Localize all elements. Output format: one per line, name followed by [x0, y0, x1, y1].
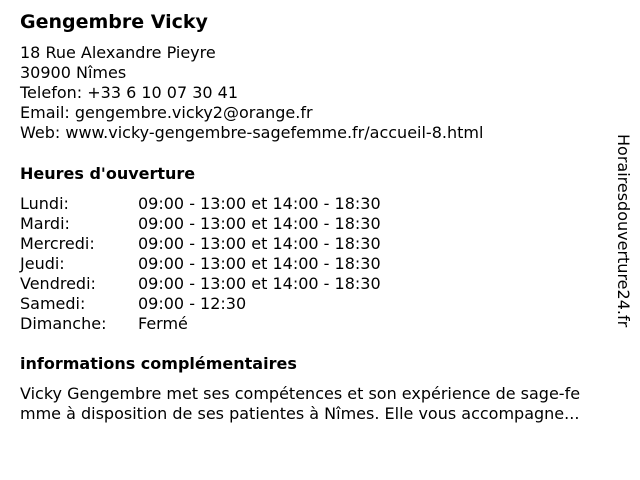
email-line: Email: gengembre.vicky2@orange.fr [20, 103, 313, 122]
day-label: Jeudi: [20, 254, 65, 273]
description-line: Vicky Gengembre met ses compétences et son expérience de sage-fe [20, 384, 581, 403]
hours-row-sunday [20, 314, 381, 334]
time-value: 09:00 - 13:00 et 14:00 - 18:30 [138, 234, 381, 253]
time-value: 09:00 - 13:00 et 14:00 - 18:30 [138, 274, 381, 293]
hours-row-saturday [20, 294, 381, 314]
hours-table [20, 194, 381, 334]
description [20, 384, 630, 424]
day-label: Dimanche: [20, 314, 107, 333]
day-label: Mardi: [20, 214, 70, 233]
web-line: Web: www.vicky-gengembre-sagefemme.fr/accueil-8.html [20, 123, 484, 142]
contact-block [20, 43, 483, 143]
day-label: Vendredi: [20, 274, 96, 293]
time-value: 09:00 - 13:00 et 14:00 - 18:30 [138, 254, 381, 273]
address-city: 30900 Nîmes [20, 63, 127, 82]
info-heading: informations complémentaires [20, 354, 297, 373]
hours-heading: Heures d'ouverture [20, 164, 196, 183]
time-value: 09:00 - 13:00 et 14:00 - 18:30 [138, 214, 381, 233]
time-value: Fermé [138, 314, 188, 333]
time-value: 09:00 - 13:00 et 14:00 - 18:30 [138, 194, 381, 213]
time-value: 09:00 - 12:30 [138, 294, 247, 313]
day-label: Samedi: [20, 294, 86, 313]
site-watermark: Horairesdouverture24.fr [614, 134, 633, 328]
hours-row-thursday [20, 254, 381, 274]
day-label: Mercredi: [20, 234, 95, 253]
hours-row-friday [20, 274, 381, 294]
hours-row-wednesday [20, 234, 381, 254]
hours-row-monday [20, 194, 381, 214]
phone-line: Telefon: +33 6 10 07 30 41 [20, 83, 239, 102]
address-street: 18 Rue Alexandre Pieyre [20, 43, 216, 62]
description-line: mme à disposition de ses patientes à Nîmes. Elle vous accompagne... [20, 404, 580, 423]
business-name: Gengembre Vicky [20, 11, 208, 33]
day-label: Lundi: [20, 194, 69, 213]
hours-row-tuesday [20, 214, 381, 234]
